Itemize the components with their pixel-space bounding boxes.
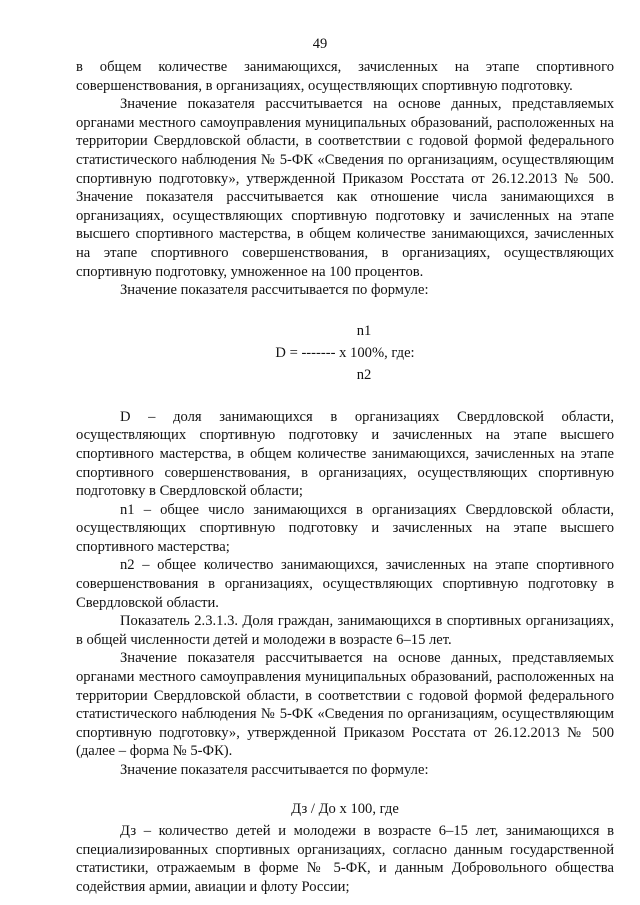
formula-line: D = ------- x 100%, где: — [275, 344, 415, 361]
formula-numerator: n1 — [356, 322, 372, 339]
page-number: 49 — [312, 36, 328, 52]
paragraph-formula-intro: Значение показателя рассчитывается по формуле: — [120, 282, 429, 299]
paragraph-data-source: Значение показателя рассчитывается на основе данных, представляемых органами местного самоуправления муниципальных образований, расположенных на территории Свердловской области, в соответствии с годовой формой федерального статистического наблюдения № 5-ФК «Сведения по организациям, осуществляющим спортивную подготовку», утвержденной Приказом Росстата от 26.12.2013 № 500. Значение показателя рассчитывается как отношение числа занимающихся в организациях, осуществляющих спортивную подготовку и зачисленных на этапе высшего спортивного мастерства, в общем количестве занимающихся, зачисленных на этапе спортивного совершенствования, в организациях, осуществляющих спортивную подготовку, умноженное на 100 процентов. — [76, 96, 614, 280]
paragraph-data-source-2: Значение показателя рассчитывается на основе данных, представляемых органами местного самоуправления муниципальных образований, расположенных на территории Свердловской области, в соответствии с годовой формой федерального статистического наблюдения № 5-ФК «Сведения по организациям, осуществляющим спортивную подготовку», утвержденной Приказом Росстата от 26.12.2013 № 500 (далее – форма № 5-ФК). — [76, 650, 614, 760]
formula-dz: Дз / До x 100, где — [291, 800, 399, 817]
paragraph-indicator-heading: Показатель 2.3.1.3. Доля граждан, занимающихся в спортивных организациях, в общей численности детей и молодежи в возрасте 6–15 лет. — [76, 613, 614, 648]
paragraph-d-definition: D – доля занимающихся в организациях Свердловской области, осуществляющих спортивную подготовку и зачисленных на этапе высшего спортивного мастерства, в общем количестве занимающихся, зачисленных на этапе спортивного совершенствования, в организациях, осуществляющих спортивную подготовку в Свердловской области; — [76, 408, 614, 500]
paragraph-continuation: в общем количестве занимающихся, зачисленных на этапе спортивного совершенствования, в организациях, осуществляющих спортивную подготовку. — [76, 59, 614, 94]
formula-d — [76, 322, 614, 388]
formula-denominator: n2 — [356, 366, 372, 383]
paragraph-n1-definition: n1 – общее число занимающихся в организациях Свердловской области, осуществляющих спортивную подготовку и зачисленных на этапе высшего спортивного мастерства; — [76, 501, 614, 555]
document-body — [76, 58, 614, 897]
paragraph-dz-definition: Дз – количество детей и молодежи в возрасте 6–15 лет, занимающихся в специализированных спортивных организациях, согласно данным государственной статистики, отражаемым в форме № 5-ФК, и данным Добровольного общества содействия армии, авиации и флоту России; — [76, 823, 614, 895]
paragraph-n2-definition: n2 – общее количество занимающихся, зачисленных на этапе спортивного совершенствования в организациях, осуществляющих спортивную подготовку в Свердловской области. — [76, 557, 614, 611]
paragraph-formula-intro-2: Значение показателя рассчитывается по формуле: — [120, 762, 429, 778]
